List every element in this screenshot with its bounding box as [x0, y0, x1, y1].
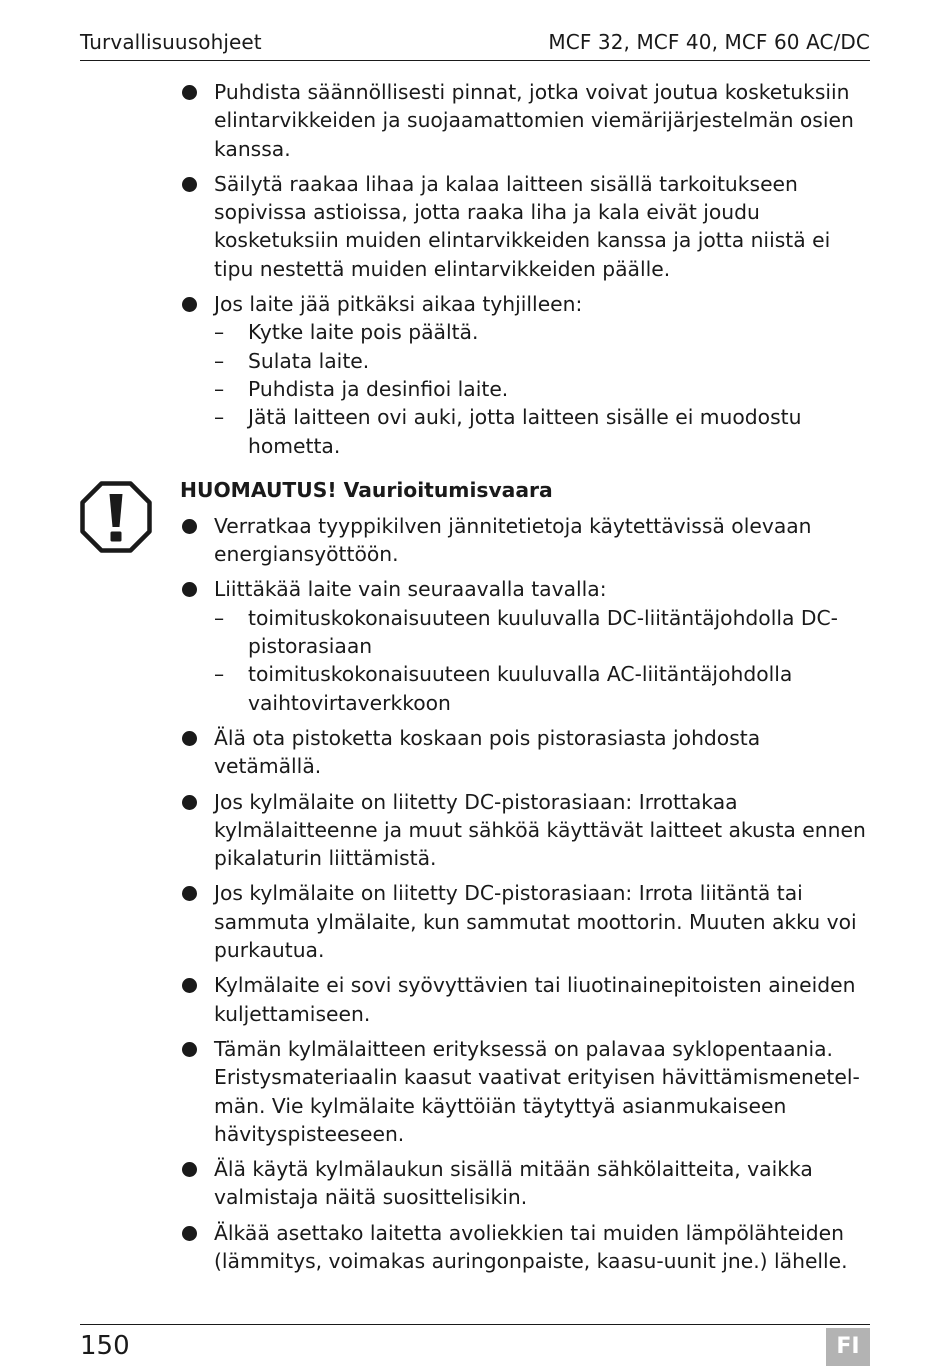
page-number: 150: [80, 1331, 130, 1361]
list-subitem: – Sulata laite.: [214, 347, 872, 375]
list-subitem: – Jätä laitteen ovi auki, jotta laitteen sisälle ei muodostu hometta.: [214, 403, 872, 460]
section-title: Turvallisuusohjeet: [80, 30, 262, 54]
notice-list: [180, 512, 872, 1275]
main-content: [180, 78, 872, 1282]
list-subitem: – Kytke laite pois päältä.: [214, 318, 872, 346]
list-item: Älkää asettako laitetta avoliekkien tai muiden lämpölähteiden (lämmitys, voimakas auringonpaiste, kaasu-uunit jne.) lähelle.: [180, 1219, 872, 1276]
page-footer: [80, 1324, 870, 1366]
connection-options: [214, 604, 872, 717]
list-subitem: – toimituskokonaisuuteen kuuluvalla DC-liitäntäjohdolla DC-pistorasiaan: [214, 604, 872, 661]
warning-octagon-icon: [80, 481, 152, 553]
hygiene-list: [180, 78, 872, 460]
language-badge: FI: [826, 1328, 870, 1366]
list-item-storage: [180, 290, 872, 460]
list-item: Älä ota pistoketta koskaan pois pistorasiasta johdosta vetämällä.: [180, 724, 872, 781]
notice-title: HUOMAUTUS! Vaurioitumisvaara: [180, 477, 553, 502]
list-item: Puhdista säännöllisesti pinnat, jotka voivat joutua kosketuksiin elintarvikkeiden ja suojaamattomien viemärijärjestelmän osien kanssa.: [180, 78, 872, 163]
list-item: Jos kylmälaite on liitetty DC-pistorasiaan: Irrota liitäntä tai sammuta ylmälaite, kun sammutat moottorin. Muuten akku voi purkautua.: [180, 879, 872, 964]
storage-intro: Jos laite jää pitkäksi aikaa tyhjilleen:: [214, 292, 583, 317]
damage-notice: [180, 476, 872, 1275]
list-subitem: – Puhdista ja desinfioi laite.: [214, 375, 872, 403]
connection-intro: Liittäkää laite vain seuraavalla tavalla:: [214, 577, 607, 602]
list-item: Säilytä raakaa lihaa ja kalaa laitteen sisällä tarkoitukseen sopivissa astioissa, jotta raaka liha ja kala eivät joudu kosketuksiin muiden elintarvikkeiden kanssa ja jotta niistä ei tipu nestettä muiden elintarvikkeiden päälle.: [180, 170, 872, 283]
list-subitem: – toimituskokonaisuuteen kuuluvalla AC-liitäntäjohdolla vaihtovirtaverkkoon: [214, 660, 872, 717]
list-item: Älä käytä kylmälaukun sisällä mitään sähkölaitteita, vaikka valmistaja näitä suosittelisikin.: [180, 1155, 872, 1212]
page-header: [80, 28, 870, 61]
storage-steps: [214, 318, 872, 459]
list-item-connection: [180, 575, 872, 716]
model-names: MCF 32, MCF 40, MCF 60 AC/DC: [548, 30, 870, 54]
list-item: Tämän kylmälaitteen erityksessä on palavaa syklopentaania. Eristysmateriaalin kaasut vaativat erityisen hävittämismenetelmän. Vie kylmälaite käyttöiän täytyttyä asianmukaiseen hävityspisteeseen.: [180, 1035, 872, 1148]
list-item: Verratkaa tyyppikilven jännitetietoja käytettävissä olevaan energiansyöttöön.: [180, 512, 872, 569]
list-item: Kylmälaite ei sovi syövyttävien tai liuotinainepitoisten aineiden kuljettamiseen.: [180, 971, 872, 1028]
list-item: Jos kylmälaite on liitetty DC-pistorasiaan: Irrottakaa kylmälaitteenne ja muut sähköä käyttävät laitteet akusta ennen pikalaturin liittämistä.: [180, 788, 872, 873]
